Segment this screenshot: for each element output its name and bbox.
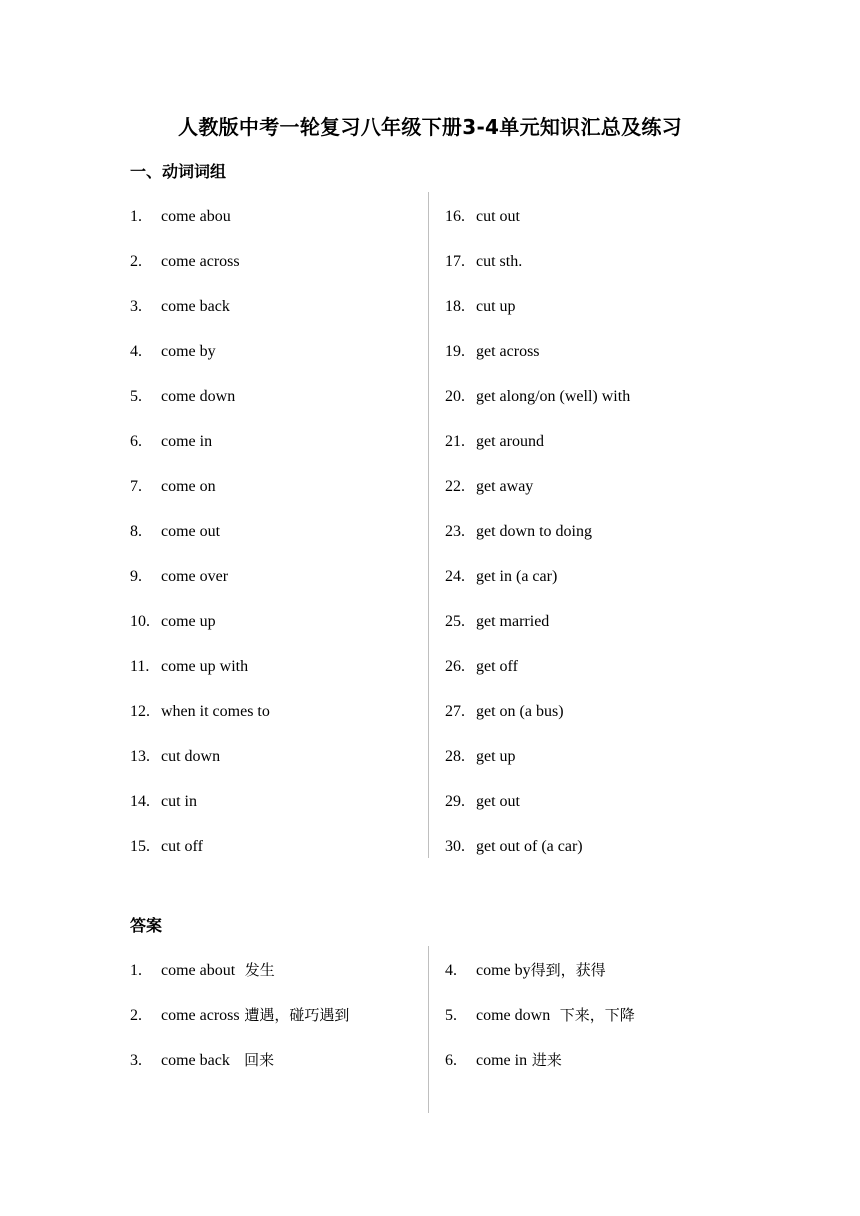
list-item — [445, 521, 630, 566]
item-text: get out — [476, 793, 520, 810]
item-text: come up — [161, 613, 216, 630]
list-item — [445, 476, 630, 521]
list-item — [130, 431, 270, 476]
list-item — [445, 431, 630, 476]
item-number: 20. — [445, 388, 465, 405]
list-item — [130, 656, 270, 701]
section-heading-answers: 答案 — [130, 916, 163, 935]
list-item — [445, 566, 630, 611]
answer-item — [130, 959, 349, 1004]
answer-item — [445, 959, 635, 1004]
list-item — [445, 611, 630, 656]
item-number: 1. — [130, 962, 142, 979]
list-item — [130, 746, 270, 791]
item-text: cut sth. — [476, 253, 523, 270]
item-text: get out of (a car) — [476, 838, 583, 855]
item-number: 22. — [445, 478, 465, 495]
item-text: come down — [161, 388, 236, 405]
item-number: 25. — [445, 613, 465, 630]
item-number: 4. — [130, 343, 142, 360]
item-text: come up with — [161, 658, 249, 675]
column-divider — [428, 946, 429, 1113]
item-text: come in — [161, 433, 213, 450]
list-item — [445, 206, 630, 251]
list-item — [445, 791, 630, 836]
section-heading-verb-phrases: 一、动词词组 — [130, 162, 227, 181]
item-text: come in — [476, 1052, 528, 1069]
item-meaning: 回来 — [229, 1051, 275, 1069]
item-text: come abou — [161, 208, 231, 225]
item-number: 5. — [445, 1007, 457, 1024]
item-number: 29. — [445, 793, 465, 810]
list-item — [130, 521, 270, 566]
list-item — [130, 341, 270, 386]
item-text: get in (a car) — [476, 568, 558, 585]
item-meaning: 遭遇，碰巧遇到 — [239, 1006, 350, 1024]
item-number: 26. — [445, 658, 465, 675]
item-number: 3. — [130, 298, 142, 315]
item-text: when it comes to — [161, 703, 270, 720]
item-meaning: 得到，获得 — [530, 961, 606, 979]
list-item — [445, 341, 630, 386]
item-number: 6. — [130, 433, 142, 450]
item-number: 2. — [130, 253, 142, 270]
item-text: cut up — [476, 298, 516, 315]
item-meaning: 下来，下降 — [550, 1006, 635, 1024]
item-text: cut off — [161, 838, 203, 855]
list-item — [445, 746, 630, 791]
list-item — [130, 611, 270, 656]
answer-item — [130, 1004, 349, 1049]
list-item — [130, 206, 270, 251]
item-text: come out — [161, 523, 221, 540]
item-number: 16. — [445, 208, 465, 225]
item-meaning: 发生 — [235, 961, 275, 979]
item-text: get across — [476, 343, 540, 360]
list-item — [445, 836, 630, 881]
item-text: come back — [161, 1052, 230, 1069]
item-text: come over — [161, 568, 229, 585]
item-number: 2. — [130, 1007, 142, 1024]
item-number: 21. — [445, 433, 465, 450]
list-item — [445, 386, 630, 431]
item-number: 4. — [445, 962, 457, 979]
item-number: 5. — [130, 388, 142, 405]
item-number: 30. — [445, 838, 465, 855]
item-text: get married — [476, 613, 550, 630]
item-number: 3. — [130, 1052, 142, 1069]
item-text: get down to doing — [476, 523, 592, 540]
document-title: 人教版中考一轮复习八年级下册3-4单元知识汇总及练习 — [178, 115, 682, 139]
item-number: 27. — [445, 703, 465, 720]
list-item — [445, 701, 630, 746]
list-item — [130, 386, 270, 431]
answer-list-right — [445, 959, 635, 1094]
item-number: 8. — [130, 523, 142, 540]
item-text: get along/on (well) with — [476, 388, 631, 405]
list-item — [445, 251, 630, 296]
item-number: 18. — [445, 298, 465, 315]
item-number: 24. — [445, 568, 465, 585]
column-divider — [428, 192, 429, 858]
item-number: 12. — [130, 703, 150, 720]
list-item — [130, 296, 270, 341]
item-number: 28. — [445, 748, 465, 765]
item-number: 1. — [130, 208, 142, 225]
item-number: 6. — [445, 1052, 457, 1069]
item-text: get away — [476, 478, 534, 495]
item-text: cut out — [476, 208, 520, 225]
item-number: 11. — [130, 658, 150, 675]
item-meaning: 进来 — [527, 1051, 562, 1069]
list-item — [130, 836, 270, 881]
item-text: get around — [476, 433, 544, 450]
list-item — [130, 701, 270, 746]
item-text: cut in — [161, 793, 197, 810]
item-number: 10. — [130, 613, 150, 630]
item-text: come down — [476, 1007, 551, 1024]
list-item — [130, 476, 270, 521]
item-text: come across — [161, 1007, 240, 1024]
item-number: 15. — [130, 838, 150, 855]
item-text: come by — [476, 962, 531, 979]
item-number: 17. — [445, 253, 465, 270]
list-item — [445, 656, 630, 701]
item-text: get off — [476, 658, 518, 675]
answer-item — [445, 1004, 635, 1049]
verb-phrase-list-right — [445, 206, 630, 881]
item-number: 14. — [130, 793, 150, 810]
item-text: come on — [161, 478, 216, 495]
item-text: come about — [161, 962, 236, 979]
verb-phrase-list-left — [130, 206, 270, 881]
item-text: come by — [161, 343, 216, 360]
item-text: cut down — [161, 748, 221, 765]
list-item — [130, 566, 270, 611]
item-number: 19. — [445, 343, 465, 360]
list-item — [130, 251, 270, 296]
item-number: 7. — [130, 478, 142, 495]
answer-item — [130, 1049, 349, 1094]
item-text: get on (a bus) — [476, 703, 564, 720]
list-item — [445, 296, 630, 341]
list-item — [130, 791, 270, 836]
item-number: 13. — [130, 748, 150, 765]
item-number: 23. — [445, 523, 465, 540]
item-number: 9. — [130, 568, 142, 585]
answer-list-left — [130, 959, 349, 1094]
answer-item — [445, 1049, 635, 1094]
item-text: come back — [161, 298, 230, 315]
item-text: get up — [476, 748, 516, 765]
item-text: come across — [161, 253, 240, 270]
